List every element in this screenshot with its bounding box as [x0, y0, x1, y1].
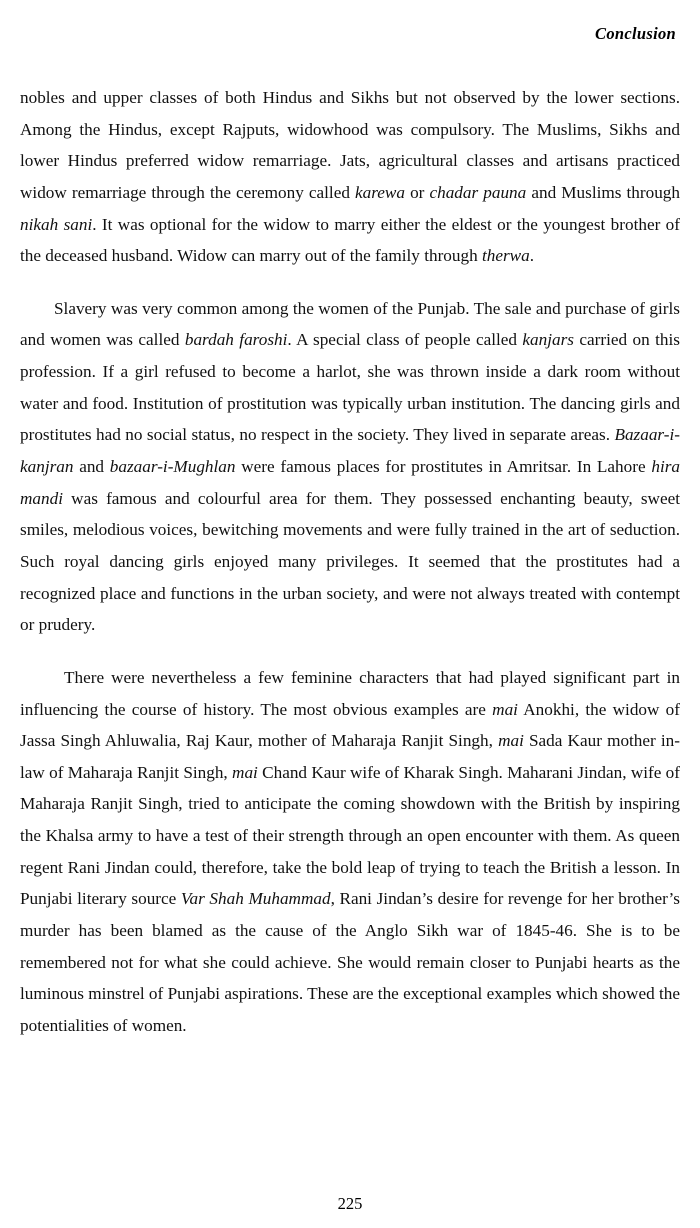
- italic-term: kanjars: [522, 330, 574, 350]
- text-run: , Rani Jindan’s desire for revenge for her brother’s murder has been blamed as the cause of the Anglo Sikh war of 1845-46. She is to be remembered not for what she could achieve. She would remain closer to Punjabi hearts as the luminous minstrel of Punjabi aspirations. These are the exceptional examples which showed the potentialities of women.: [20, 889, 680, 1035]
- italic-term: bardah faroshi: [184, 330, 288, 350]
- text-run: Slavery was very common among the women of the Punjab. The sale and purchase of girls and women was called: [20, 298, 680, 350]
- italic-term: mai: [498, 731, 524, 751]
- italic-term: chadar pauna: [429, 182, 527, 202]
- body-text: [20, 82, 680, 1042]
- italic-term: nikah sani: [20, 214, 93, 234]
- text-run: Anokhi, the widow of Jassa Singh Ahluwalia, Raj Kaur, mother of Maharaja Ranjit Singh,: [20, 699, 680, 751]
- italic-term: therwa: [481, 246, 530, 266]
- text-run: . It was optional for the widow to marry either the eldest or the youngest brother of the deceased husband. Widow can marry out of the family through: [20, 214, 680, 266]
- text-run: nobles and upper classes of both Hindus and Sikhs but not observed by the lower sections. Among the Hindus, except Rajputs, widowhood was compulsory. The Muslims, Sikhs and lower Hindus preferred widow remarriage. Jats, agricultural classes and artisans practiced widow remarriage through the ceremony called: [20, 88, 680, 202]
- italic-term: Bazaar-i-kanjran: [20, 425, 680, 477]
- text-run: was famous and colourful area for them. They possessed enchanting beauty, sweet smiles, melodious voices, bewitching movements and were fully trained in the art of seduction. Such royal dancing girls enjoyed many privileges. It seemed that the prostitutes had a recognized place and functions in the urban society, and were not always treated with contempt or prudery.: [20, 488, 680, 635]
- text-run: or: [404, 182, 430, 202]
- italic-term: hira mandi: [20, 457, 680, 508]
- italic-term: mai: [492, 699, 518, 719]
- text-run: Chand Kaur wife of Kharak Singh. Maharani Jindan, wife of Maharaja Ranjit Singh, tried to anticipate the coming showdown with the British by inspiring the Khalsa army to have a test of their strength through an open encounter with them. As queen regent Rani Jindan could, therefore, take the bold leap of trying to teach the British a lesson. In Punjabi literary source: [20, 762, 680, 909]
- page-number: 225: [337, 1194, 363, 1213]
- para-slavery: [20, 293, 680, 641]
- italic-term: Var Shah Muhammad: [180, 889, 331, 909]
- text-run: were famous places for prostitutes in Amritsar. In Lahore: [235, 457, 652, 477]
- para-feminine-characters: [20, 662, 680, 1042]
- italic-term: mai: [232, 762, 258, 782]
- text-run: . A special class of people called: [287, 330, 523, 350]
- italic-term: bazaar-i-Mughlan: [109, 457, 236, 477]
- text-run: and Muslims through: [526, 182, 680, 202]
- italic-term: karewa: [355, 182, 405, 202]
- para-widowhood: [20, 82, 680, 272]
- running-head: Conclusion: [595, 24, 676, 43]
- text-run: Sada Kaur mother in-law of Maharaja Ranjit Singh,: [20, 731, 681, 782]
- text-run: carried on this profession. If a girl refused to become a harlot, she was thrown inside a dark room without water and food. Institution of prostitution was typically urban institution. The dancing girls and prostitutes had no social status, no respect in the society. They lived in separate areas.: [20, 330, 680, 445]
- text-run: and: [73, 457, 110, 477]
- text-run: .: [529, 246, 535, 266]
- text-run: There were nevertheless a few feminine characters that had played significant part in influencing the course of history. The most obvious examples are: [20, 667, 680, 719]
